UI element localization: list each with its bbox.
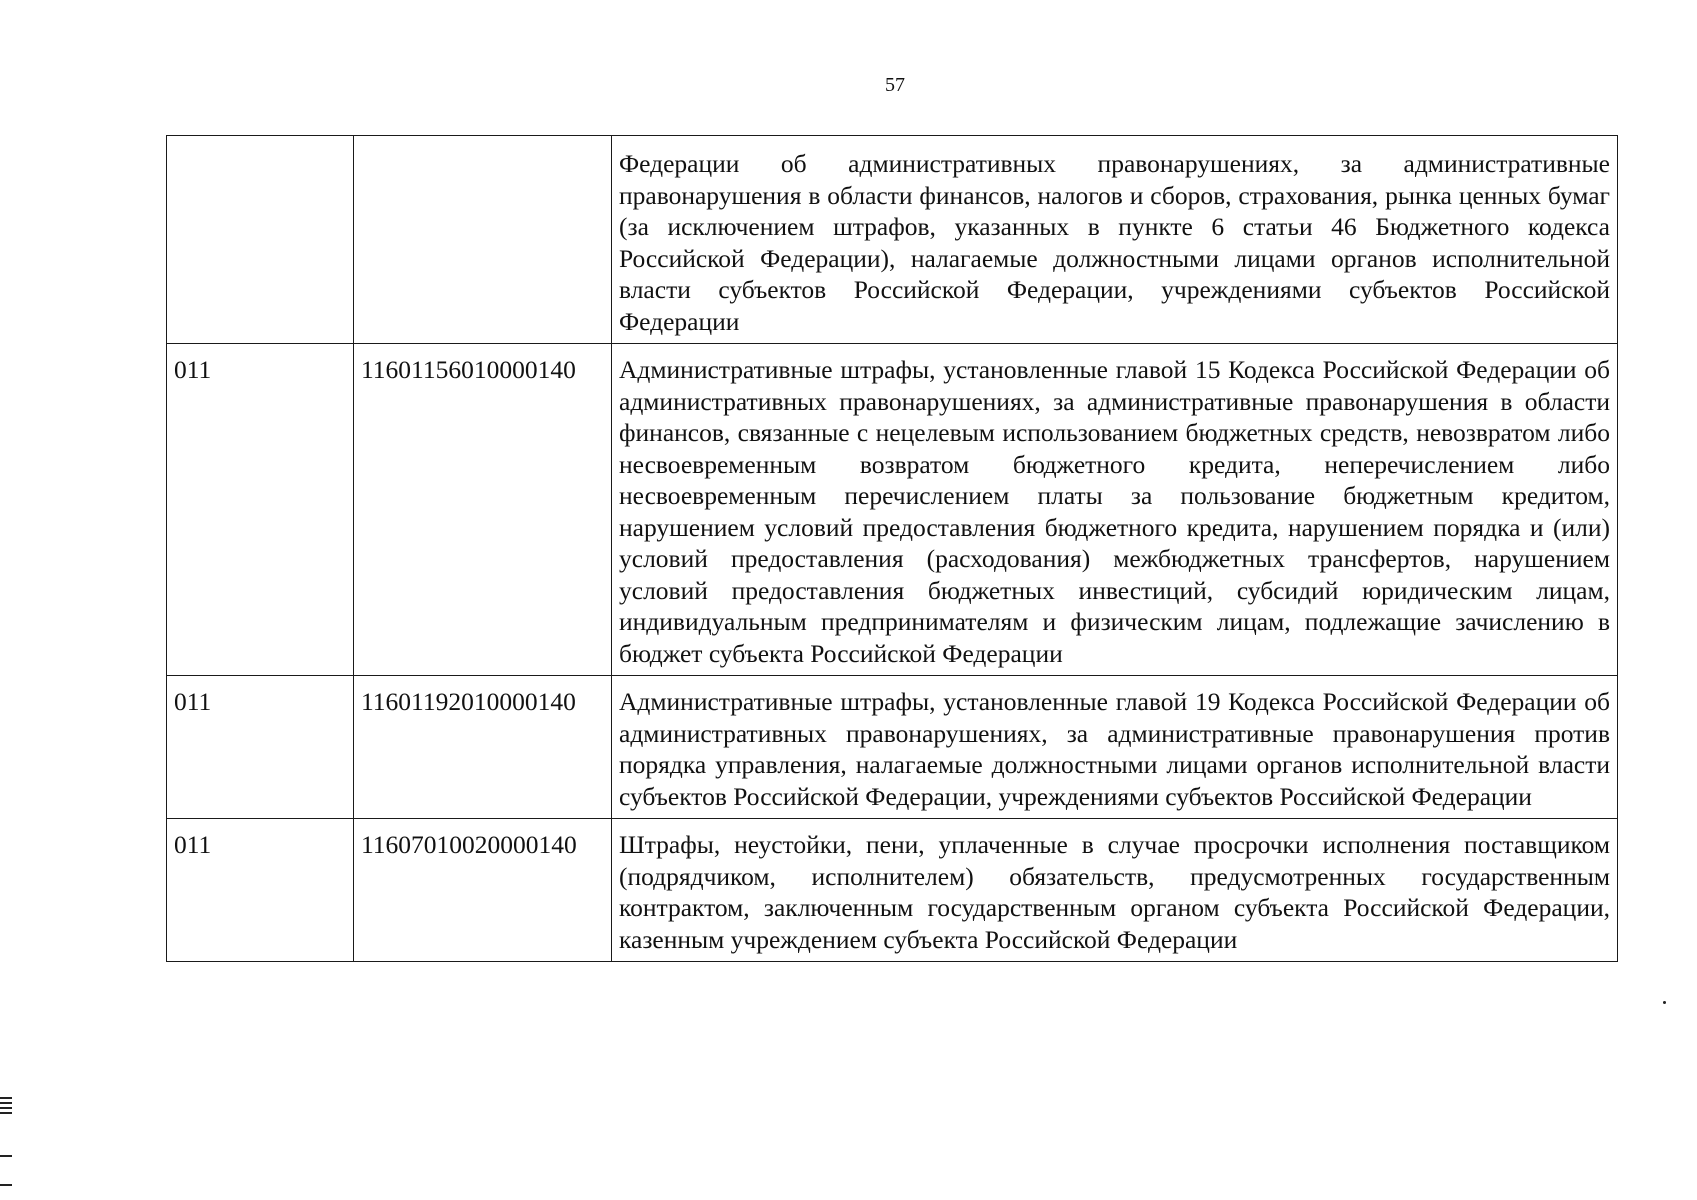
scan-artifact: [1663, 1001, 1666, 1004]
table-row: [167, 676, 1618, 819]
kbk-code-cell: [354, 136, 612, 344]
kbk-code-cell: 11601192010000140: [354, 676, 612, 819]
description-cell: Штрафы, неустойки, пени, уплаченные в случае просрочки исполнения поставщиком (подрядчиком, исполнителем) обязательств, предусмотренных государственным контрактом, заключенным государственным органом субъекта Российской Федерации, казенным учреждением субъекта Российской Федерации: [612, 819, 1618, 962]
table-row: [167, 136, 1618, 344]
description-cell: Федерации об административных правонарушениях, за административные правонарушения в области финансов, налогов и сборов, страхования, рынка ценных бумаг (за исключением штрафов, указанных в пункте 6 статьи 46 Бюджетного кодекса Российской Федерации), налагаемые должностными лицами органов исполнительной власти субъектов Российской Федерации, учреждениями субъектов Российской Федерации: [612, 136, 1618, 344]
scan-artifact: [0, 1107, 12, 1109]
admin-code-cell: 011: [167, 819, 354, 962]
scan-artifact: [0, 1097, 12, 1099]
revenue-codes-table: [166, 135, 1618, 962]
admin-code-cell: 011: [167, 344, 354, 676]
scan-artifact: [0, 1155, 12, 1157]
table-row: [167, 819, 1618, 962]
scan-artifact: [0, 1112, 12, 1114]
description-cell: Административные штрафы, установленные главой 19 Кодекса Российской Федерации об административных правонарушениях, за административные правонарушения против порядка управления, налагаемые должностными лицами органов исполнительной власти субъектов Российской Федерации, учреждениями субъектов Российской Федерации: [612, 676, 1618, 819]
kbk-code-cell: 11601156010000140: [354, 344, 612, 676]
scan-artifact: [0, 1184, 12, 1186]
admin-code-cell: [167, 136, 354, 344]
page-number: 57: [885, 74, 905, 96]
admin-code-cell: 011: [167, 676, 354, 819]
scan-artifact: [0, 1102, 12, 1104]
kbk-code-cell: 11607010020000140: [354, 819, 612, 962]
table-row: [167, 344, 1618, 676]
description-cell: Административные штрафы, установленные главой 15 Кодекса Российской Федерации об административных правонарушениях, за административные правонарушения в области финансов, связанные с нецелевым использованием бюджетных средств, невозвратом либо несвоевременным возвратом бюджетного кредита, неперечислением либо несвоевременным перечислением платы за пользование бюджетным кредитом, нарушением условий предоставления бюджетного кредита, нарушением порядка и (или) условий предоставления (расходования) межбюджетных трансфертов, нарушением условий предоставления бюджетных инвестиций, субсидий юридическим лицам, индивидуальным предпринимателям и физическим лицам, подлежащие зачислению в бюджет субъекта Российской Федерации: [612, 344, 1618, 676]
